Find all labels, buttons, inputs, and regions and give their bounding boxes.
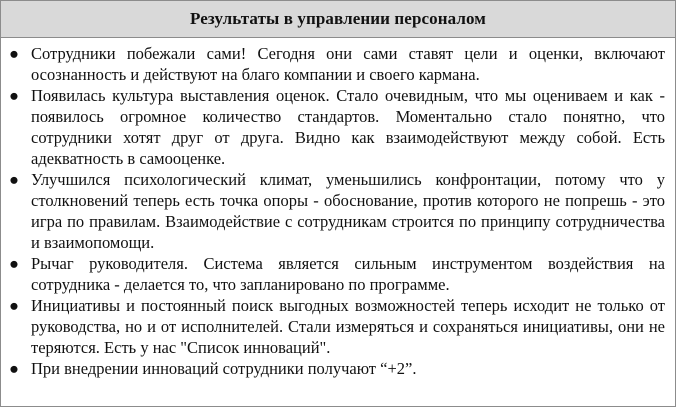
table-header	[1, 1, 675, 38]
results-list	[1, 38, 675, 379]
list-item	[9, 358, 665, 379]
list-item	[9, 295, 665, 358]
bullet-icon: ●	[9, 44, 19, 63]
list-item	[9, 43, 665, 85]
bullet-icon: ●	[9, 86, 19, 105]
list-item-text: Инициативы и постоянный поиск выгодных возможностей теперь исходит не только от руководства, но и от исполнителей. Стали измеряться и сохраняться инициативы, они не теряются. Есть у нас "Список инноваций".	[31, 296, 665, 357]
table-title: Результаты в управлении персоналом	[190, 9, 486, 28]
list-item	[9, 169, 665, 253]
list-item-text: Сотрудники побежали сами! Сегодня они сами ставят цели и оценки, включают осознанность и действуют на благо компании и своего кармана.	[31, 44, 665, 84]
bullet-icon: ●	[9, 170, 19, 189]
list-item-text: При внедрении инноваций сотрудники получают “+2”.	[31, 359, 417, 378]
bullet-icon: ●	[9, 254, 19, 273]
list-item	[9, 253, 665, 295]
list-item-text: Улучшился психологический климат, уменьшились конфронтации, потому что у столкновений теперь есть точка опоры - обоснование, против которого не попрешь - это игра по правилам. Взаимодействие с сотрудникам строится по принципу сотрудничества и взаимопомощи.	[31, 170, 665, 252]
bullet-icon: ●	[9, 296, 19, 315]
list-item-text: Появилась культура выставления оценок. Стало очевидным, что мы оцениваем и как - появилось огромное количество стандартов. Моментально стало понятно, что сотрудники хотят друг от друга. Видно как взаимодействуют между собой. Есть адекватность в самооценке.	[31, 86, 665, 168]
list-item-text: Рычаг руководителя. Система является сильным инструментом воздействия на сотрудника - делается то, что запланировано по программе.	[31, 254, 665, 294]
list-item	[9, 85, 665, 169]
bullet-icon: ●	[9, 359, 19, 378]
